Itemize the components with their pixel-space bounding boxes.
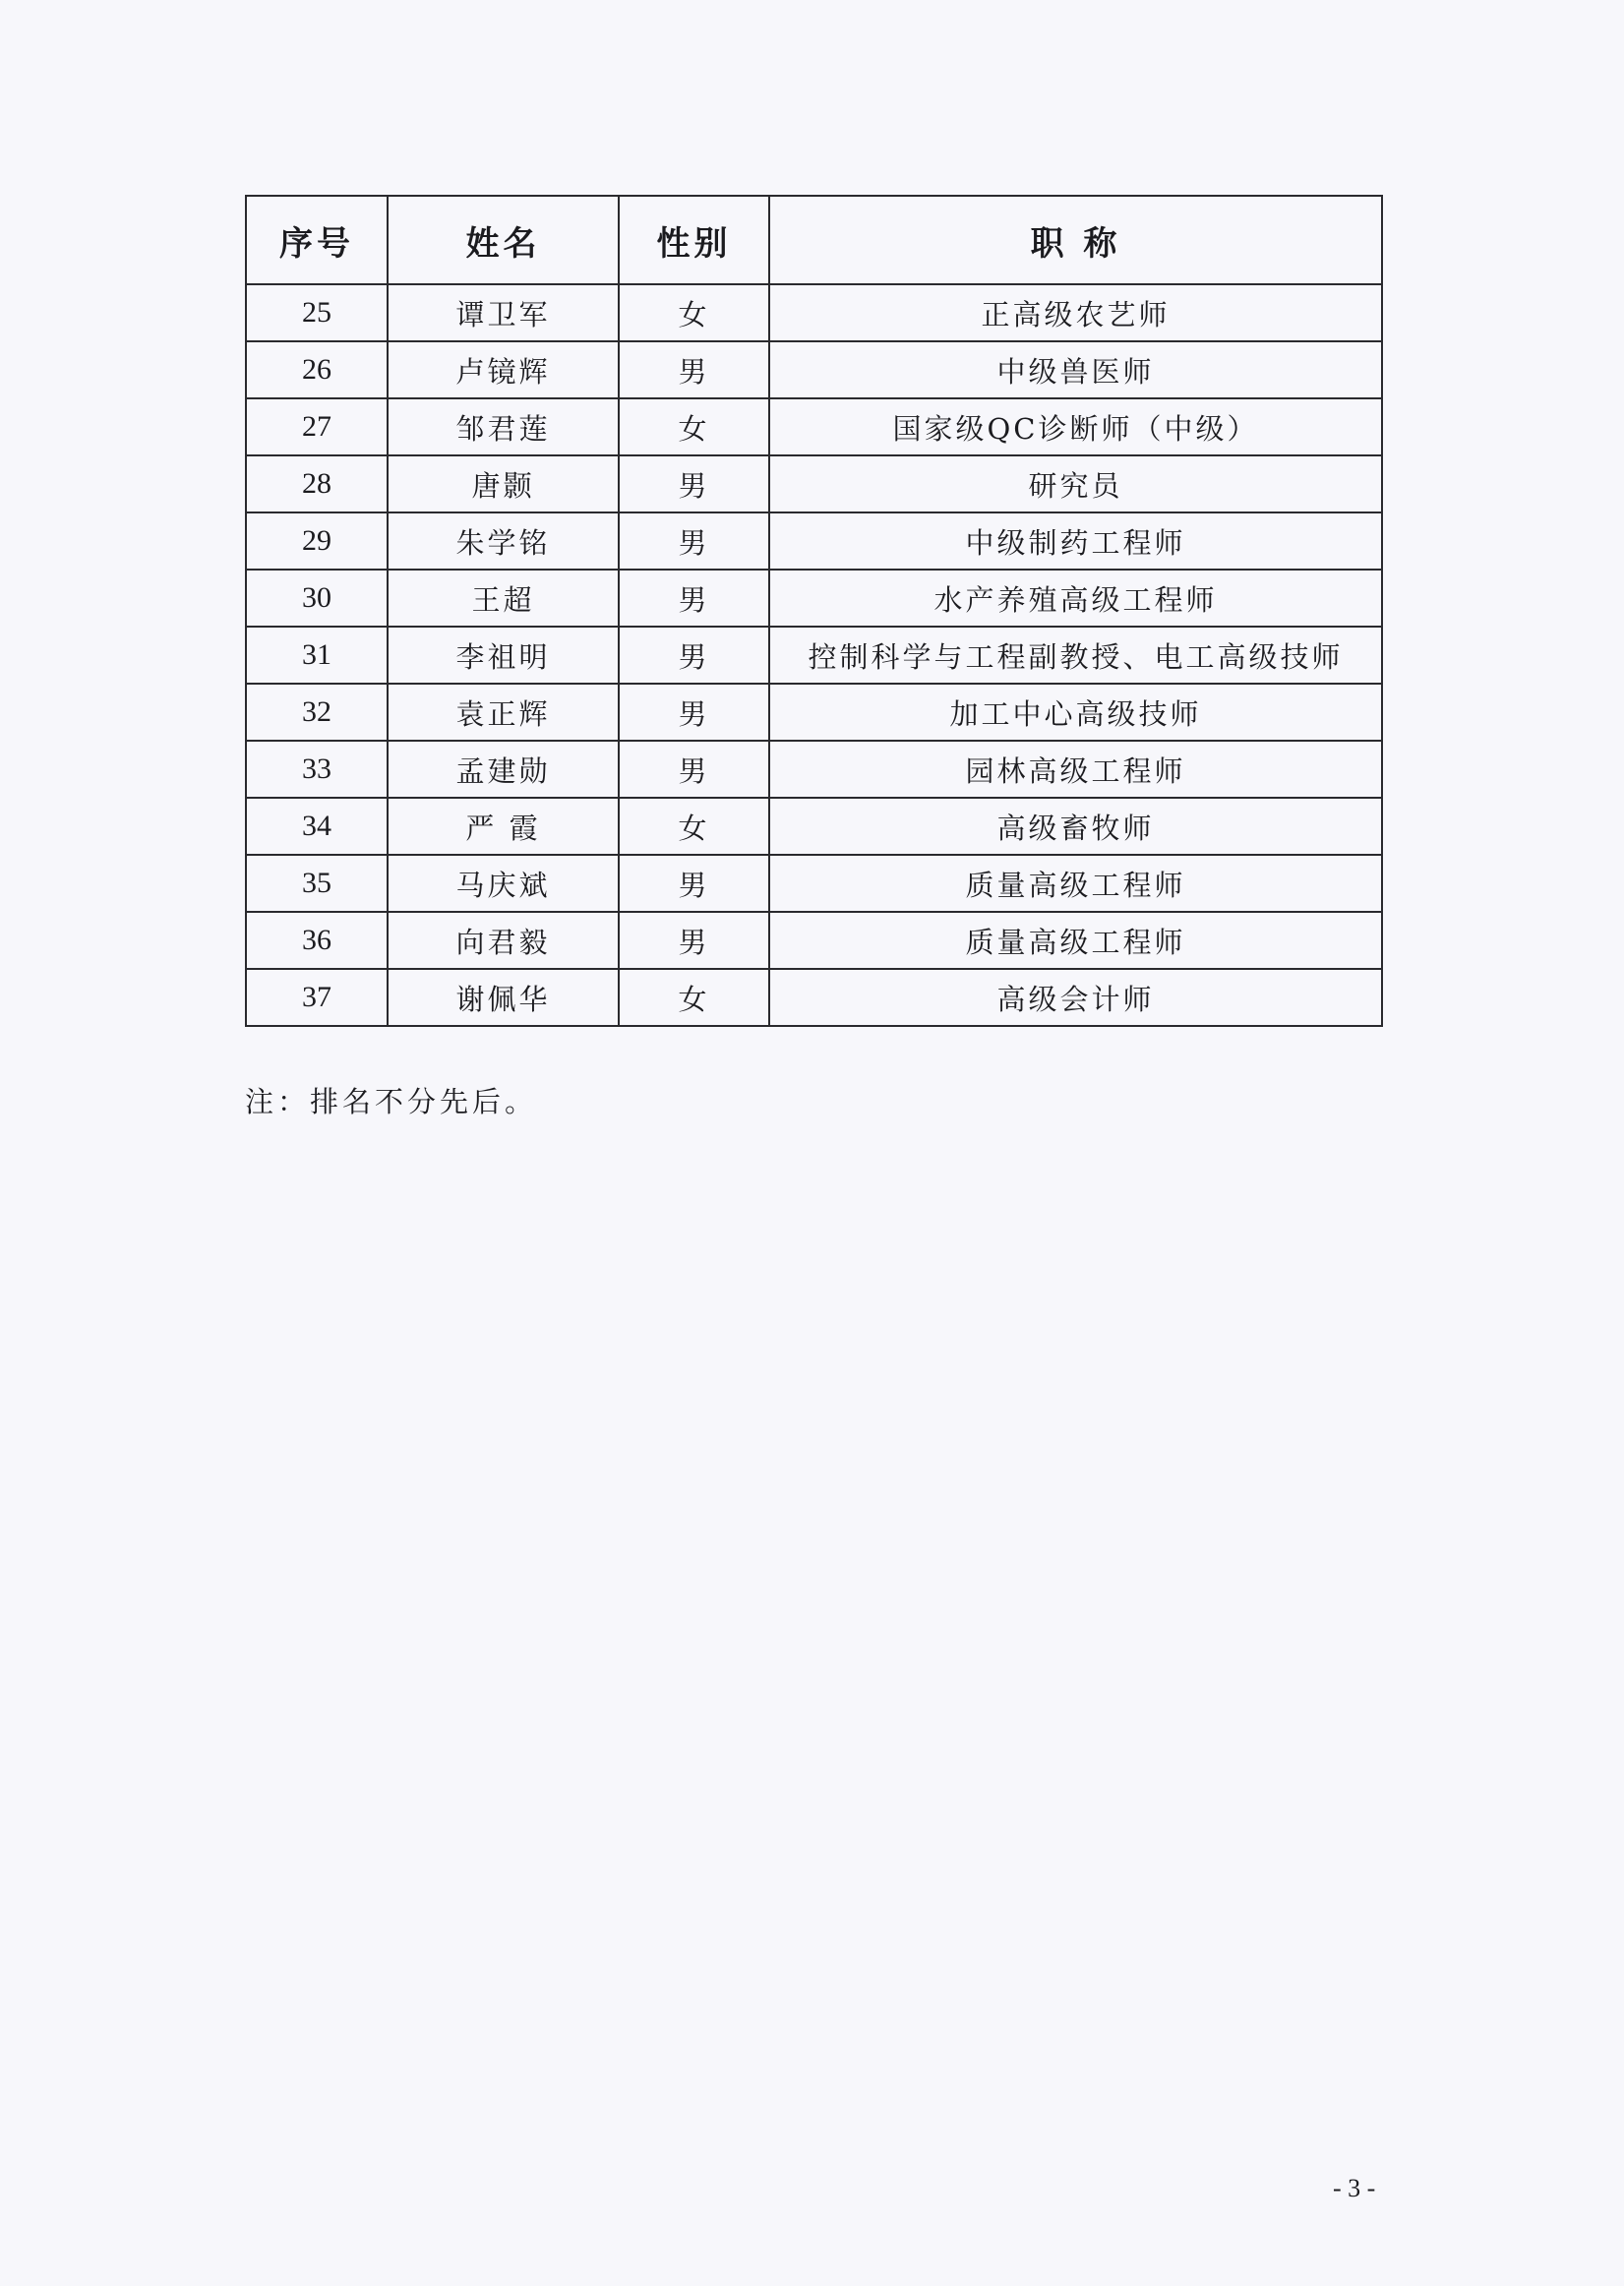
table-row xyxy=(246,684,1382,741)
cell-name: 向君毅 xyxy=(388,912,619,969)
cell-title: 控制科学与工程副教授、电工高级技师 xyxy=(769,627,1382,684)
cell-title: 中级兽医师 xyxy=(769,341,1382,398)
table-body xyxy=(246,284,1382,1026)
cell-gender: 男 xyxy=(619,684,769,741)
cell-title: 高级会计师 xyxy=(769,969,1382,1026)
cell-index: 37 xyxy=(246,969,388,1026)
cell-index: 26 xyxy=(246,341,388,398)
header-title: 职 称 xyxy=(769,196,1382,284)
cell-title: 水产养殖高级工程师 xyxy=(769,570,1382,627)
table-row xyxy=(246,284,1382,341)
table-header-row xyxy=(246,196,1382,284)
table-row xyxy=(246,455,1382,512)
cell-name: 马庆斌 xyxy=(388,855,619,912)
cell-title: 正高级农艺师 xyxy=(769,284,1382,341)
cell-name: 邹君莲 xyxy=(388,398,619,455)
cell-index: 36 xyxy=(246,912,388,969)
cell-index: 27 xyxy=(246,398,388,455)
cell-gender: 男 xyxy=(619,341,769,398)
cell-name: 袁正辉 xyxy=(388,684,619,741)
cell-name: 严 霞 xyxy=(388,798,619,855)
cell-index: 30 xyxy=(246,570,388,627)
cell-title: 中级制药工程师 xyxy=(769,512,1382,570)
cell-title: 加工中心高级技师 xyxy=(769,684,1382,741)
cell-name: 卢镜辉 xyxy=(388,341,619,398)
cell-title: 质量高级工程师 xyxy=(769,912,1382,969)
table-row xyxy=(246,512,1382,570)
cell-gender: 男 xyxy=(619,512,769,570)
table-row xyxy=(246,855,1382,912)
cell-gender: 男 xyxy=(619,855,769,912)
cell-name: 朱学铭 xyxy=(388,512,619,570)
header-index: 序号 xyxy=(246,196,388,284)
cell-index: 35 xyxy=(246,855,388,912)
table-row xyxy=(246,798,1382,855)
cell-gender: 男 xyxy=(619,570,769,627)
cell-name: 孟建勋 xyxy=(388,741,619,798)
cell-gender: 男 xyxy=(619,455,769,512)
cell-title: 园林高级工程师 xyxy=(769,741,1382,798)
header-name: 姓名 xyxy=(388,196,619,284)
cell-index: 32 xyxy=(246,684,388,741)
cell-name: 唐颢 xyxy=(388,455,619,512)
cell-gender: 男 xyxy=(619,627,769,684)
cell-title: 质量高级工程师 xyxy=(769,855,1382,912)
cell-index: 25 xyxy=(246,284,388,341)
cell-gender: 女 xyxy=(619,969,769,1026)
table-row xyxy=(246,741,1382,798)
cell-gender: 女 xyxy=(619,284,769,341)
cell-index: 34 xyxy=(246,798,388,855)
footnote: 注：排名不分先后。 xyxy=(245,1085,538,1118)
cell-gender: 男 xyxy=(619,741,769,798)
cell-gender: 女 xyxy=(619,798,769,855)
page-number: - 3 - xyxy=(1333,2174,1376,2202)
header-gender: 性别 xyxy=(619,196,769,284)
cell-index: 31 xyxy=(246,627,388,684)
table-row xyxy=(246,627,1382,684)
cell-index: 29 xyxy=(246,512,388,570)
cell-name: 谭卫军 xyxy=(388,284,619,341)
cell-gender: 男 xyxy=(619,912,769,969)
table-row xyxy=(246,341,1382,398)
table-row xyxy=(246,912,1382,969)
cell-title: 研究员 xyxy=(769,455,1382,512)
cell-title: 高级畜牧师 xyxy=(769,798,1382,855)
cell-name: 谢佩华 xyxy=(388,969,619,1026)
cell-index: 28 xyxy=(246,455,388,512)
cell-index: 33 xyxy=(246,741,388,798)
table-row xyxy=(246,570,1382,627)
cell-name: 李祖明 xyxy=(388,627,619,684)
roster-table xyxy=(245,195,1383,1027)
cell-title: 国家级QC诊断师（中级） xyxy=(769,398,1382,455)
cell-name: 王超 xyxy=(388,570,619,627)
table-row xyxy=(246,969,1382,1026)
cell-gender: 女 xyxy=(619,398,769,455)
table-row xyxy=(246,398,1382,455)
